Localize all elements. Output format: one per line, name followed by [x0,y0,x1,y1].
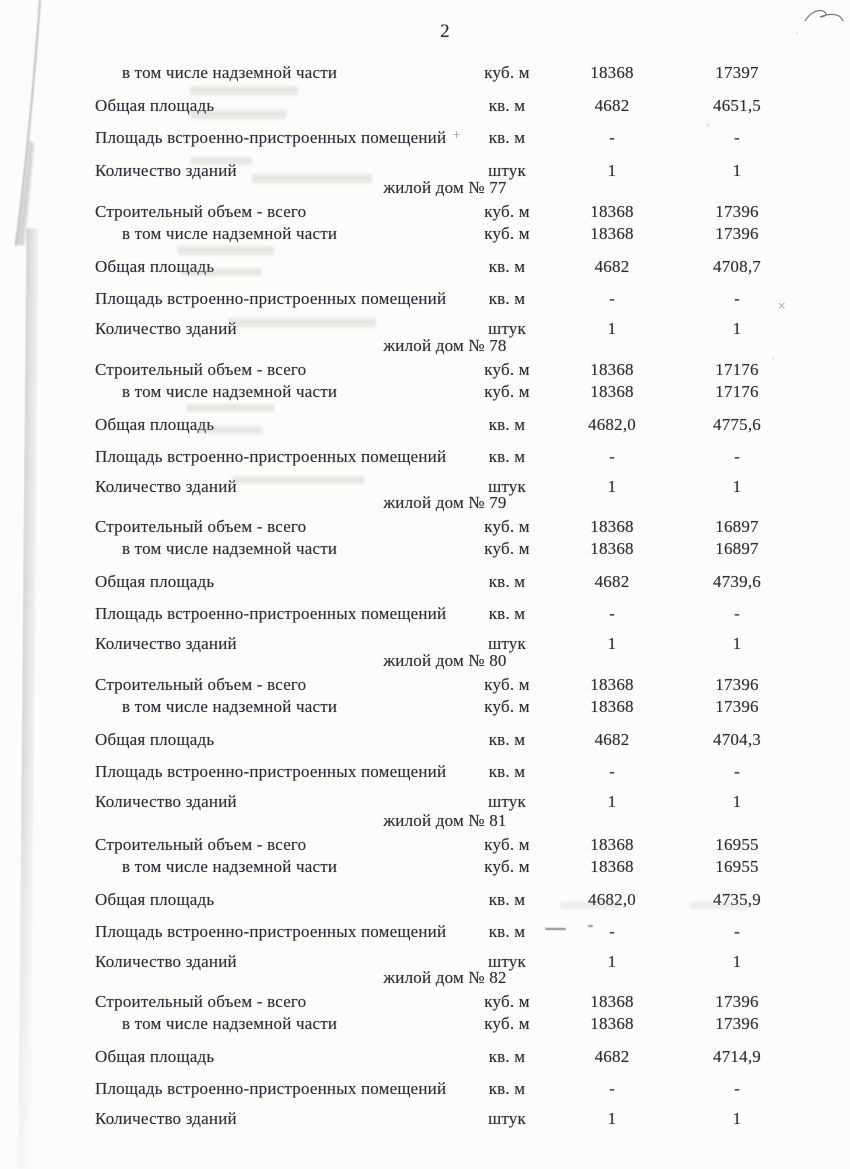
row-unit: кв. м [488,604,526,623]
row-label: Количество зданий [95,1109,237,1128]
table-row [0,674,850,695]
row-unit: куб. м [484,224,530,243]
row-unit: кв. м [488,572,526,591]
row-label: Общая площадь [95,415,215,434]
row-value-1: 18368 [590,382,634,401]
row-value-2: 1 [732,319,742,338]
row-unit: куб. м [484,517,530,536]
bleed-through-artifact [182,268,262,276]
row-value-2: 4651,5 [713,96,761,115]
row-value-1: 18368 [590,63,634,82]
row-value-1: 18368 [590,539,634,558]
table-row [0,414,850,435]
row-value-1: 4682 [594,730,630,749]
row-value-2: 4775,6 [713,415,761,434]
row-unit: кв. м [488,447,526,466]
bleed-through-artifact [178,246,274,255]
row-unit: куб. м [484,202,530,221]
row-value-1: 18368 [590,360,634,379]
bleed-through-artifact [252,174,372,183]
stray-mark [588,925,593,927]
row-label: Общая площадь [95,257,215,276]
row-value-1: 18368 [590,857,634,876]
row-unit: кв. м [488,128,526,147]
row-value-2: 1 [732,477,742,496]
scan-speck: × [777,299,787,312]
row-label: в том числе надземной части [122,224,338,243]
row-unit: кв. м [488,1047,526,1066]
row-value-2: 17396 [715,202,759,221]
row-label: Количество зданий [95,477,237,496]
row-value-2: 16897 [715,539,759,558]
row-unit: штук [488,952,526,971]
bleed-through-artifact [186,404,274,412]
stray-mark [545,928,566,930]
row-value-2: 17396 [715,1014,759,1033]
row-unit: кв. м [488,257,526,276]
row-unit: штук [488,477,526,496]
row-label: Количество зданий [95,792,237,811]
row-label: Количество зданий [95,952,237,971]
row-unit: куб. м [484,857,530,876]
row-value-1: 18368 [590,835,634,854]
table-row [0,1078,850,1099]
table-row [0,223,850,244]
row-unit: штук [488,319,526,338]
row-value-2: 16897 [715,517,759,536]
row-value-2: 4704,3 [713,730,761,749]
bleed-through-artifact [190,110,286,119]
row-label: в том числе надземной части [122,382,338,401]
row-label: Общая площадь [95,730,215,749]
row-value-1: - [609,762,615,781]
row-value-2: 1 [732,952,742,971]
table-row [0,516,850,537]
row-unit: куб. м [484,539,530,558]
row-value-1: 4682 [594,572,630,591]
bleed-through-artifact [560,902,620,909]
row-value-2: - [734,762,740,781]
row-label: Строительный объем - всего [95,360,307,379]
row-unit: штук [488,1109,526,1128]
table-row [0,834,850,855]
row-value-1: 4682,0 [588,890,636,909]
row-label: в том числе надземной части [122,1014,338,1033]
scan-speck: + [452,128,462,141]
table-row [0,729,850,750]
row-value-1: 18368 [590,1014,634,1033]
row-label: Общая площадь [95,572,215,591]
row-unit: куб. м [484,675,530,694]
row-label: Количество зданий [95,161,237,180]
row-value-2: - [734,289,740,308]
row-unit: куб. м [484,992,530,1011]
page-number: 2 [440,21,450,42]
table-row [0,122,850,148]
table-row [0,921,850,942]
row-label: Общая площадь [95,1047,215,1066]
row-label: в том числе надземной части [122,63,338,82]
section-header: жилой дом № 78 [383,336,507,355]
row-unit: куб. м [484,382,530,401]
row-label: в том числе надземной части [122,697,338,716]
row-label: Строительный объем - всего [95,517,307,536]
row-value-1: 4682 [594,1047,630,1066]
scan-speck: ° [705,122,711,135]
row-value-1: - [609,447,615,466]
row-unit: кв. м [488,890,526,909]
row-value-2: 16955 [715,857,759,876]
row-value-2: 16955 [715,835,759,854]
row-label: Общая площадь [95,890,215,909]
table-row [0,791,850,812]
table-row [0,603,850,624]
scan-speck: ´ [770,356,776,369]
row-value-1: 1 [607,634,617,653]
row-value-1: 18368 [590,992,634,1011]
row-value-2: - [734,128,740,147]
row-value-2: - [734,922,740,941]
row-unit: куб. м [484,1014,530,1033]
row-unit: куб. м [484,697,530,716]
row-value-1: 4682,0 [588,415,636,434]
row-label: Площадь встроенно-пристроенных помещений [95,128,447,147]
row-label: Площадь встроенно-пристроенных помещений [95,1079,447,1098]
row-unit: кв. м [488,96,526,115]
table-row [0,1013,850,1034]
bleed-through-artifact [228,318,376,327]
row-label: Площадь встроенно-пристроенных помещений [95,922,447,941]
row-value-1: 4682 [594,96,630,115]
row-value-1: 18368 [590,202,634,221]
row-value-2: 17396 [715,675,759,694]
row-label: Количество зданий [95,319,237,338]
row-value-2: 17396 [715,992,759,1011]
row-unit: куб. м [484,835,530,854]
row-label: в том числе надземной части [122,539,338,558]
row-unit: куб. м [484,63,530,82]
row-unit: кв. м [488,922,526,941]
row-value-2: 4714,9 [713,1047,761,1066]
table-row [0,1046,850,1067]
row-value-1: 1 [607,319,617,338]
row-value-2: 17397 [715,63,759,82]
row-value-2: 1 [732,161,742,180]
bleed-through-artifact [690,902,750,909]
table-row [0,356,850,380]
table-row [0,381,850,402]
row-value-1: 18368 [590,675,634,694]
table-row [0,761,850,782]
table-row [0,288,850,312]
row-unit: куб. м [484,360,530,379]
scan-speck: ’ [795,30,799,43]
row-value-1: - [609,289,615,308]
row-unit: кв. м [488,289,526,308]
section-header: жилой дом № 81 [383,811,507,830]
row-value-1: 18368 [590,697,634,716]
row-value-1: 1 [607,1109,617,1128]
bleed-through-artifact [196,426,262,434]
row-label: Строительный объем - всего [95,835,307,854]
row-unit: кв. м [488,415,526,434]
row-label: в том числе надземной части [122,857,338,876]
row-value-2: 1 [732,634,742,653]
row-label: Площадь встроенно-пристроенных помещений [95,604,447,623]
row-value-1: - [609,128,615,147]
row-value-2: 17176 [715,382,759,401]
row-value-1: 1 [607,161,617,180]
row-value-1: 18368 [590,517,634,536]
row-label: Строительный объем - всего [95,675,307,694]
row-value-1: 18368 [590,224,634,243]
row-value-2: 17396 [715,697,759,716]
table-row [0,538,850,559]
table-row [0,95,850,116]
table-row [0,201,850,222]
row-label: Строительный объем - всего [95,202,307,221]
row-unit: штук [488,161,526,180]
row-value-2: - [734,604,740,623]
row-value-2: 1 [732,792,742,811]
row-unit: кв. м [488,1079,526,1098]
table-row [0,696,850,717]
row-value-1: 1 [607,477,617,496]
table-row [0,446,850,467]
table-row [0,856,850,877]
bleed-through-artifact [190,157,252,165]
row-label: Общая площадь [95,96,215,115]
row-value-1: 1 [607,792,617,811]
row-value-2: - [734,1079,740,1098]
row-value-1: - [609,604,615,623]
row-label: Количество зданий [95,634,237,653]
row-value-2: - [734,447,740,466]
row-value-2: 4708,7 [713,257,761,276]
table-row [0,571,850,592]
row-unit: кв. м [488,762,526,781]
row-value-2: 4739,6 [713,572,761,591]
row-label: Площадь встроенно-пристроенных помещений [95,289,447,308]
row-value-1: 1 [607,952,617,971]
row-value-2: 1 [732,1109,742,1128]
row-value-1: - [609,1079,615,1098]
row-value-2: 4735,9 [713,890,761,909]
table-row [0,991,850,1012]
row-value-2: 17176 [715,360,759,379]
row-label: Строительный объем - всего [95,992,307,1011]
table-row [0,62,850,83]
row-value-1: 4682 [594,257,630,276]
row-value-2: 17396 [715,224,759,243]
section-header: жилой дом № 77 [383,178,507,197]
row-value-1: - [609,922,615,941]
row-unit: штук [488,634,526,653]
section-header: жилой дом № 79 [383,493,507,512]
section-header: жилой дом № 80 [383,651,507,670]
bleed-through-artifact [232,476,364,484]
row-label: Площадь встроенно-пристроенных помещений [95,447,447,466]
row-unit: штук [488,792,526,811]
table-row [0,1108,850,1129]
table-row [0,256,850,277]
section-header: жилой дом № 82 [383,968,507,987]
row-label: Площадь встроенно-пристроенных помещений [95,762,447,781]
row-unit: кв. м [488,730,526,749]
bleed-through-artifact [190,86,298,95]
